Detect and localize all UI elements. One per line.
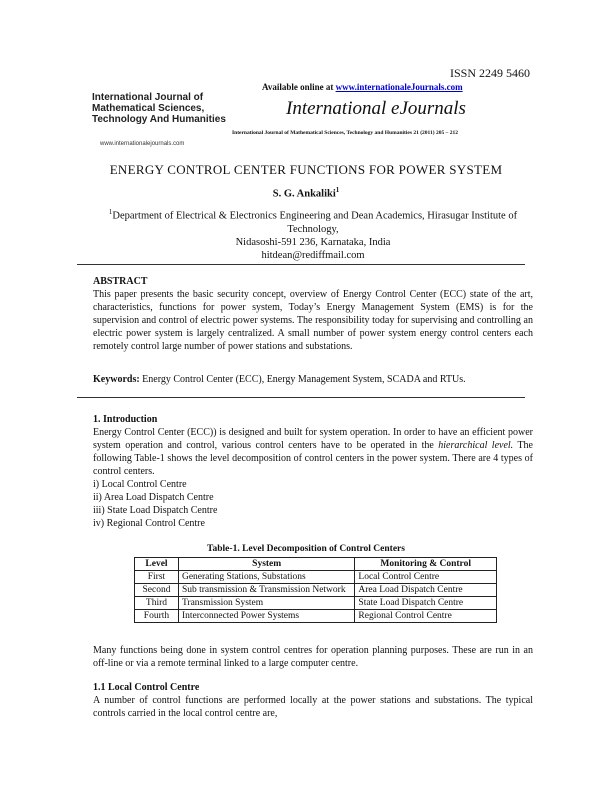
table-cell: Third bbox=[135, 597, 179, 610]
keywords-text: Energy Control Center (ECC), Energy Management System, SCADA and RTUs. bbox=[139, 374, 466, 385]
intro-text-part1: Energy Control Center (ECC)) is designed and built for system operation. In order to have an efficient power system operation and control, various control centers have to be operated in the bbox=[93, 427, 533, 451]
table-header-row bbox=[135, 558, 497, 571]
affiliation-email: hitdean@rediffmail.com bbox=[261, 249, 365, 261]
affiliation-line2: Nidasoshi-591 236, Karnataka, India bbox=[235, 236, 391, 248]
list-item: ii) Area Load Dispatch Centre bbox=[93, 492, 214, 503]
section-1-1-heading: 1.1 Local Control Centre bbox=[93, 682, 200, 693]
top-divider bbox=[77, 264, 525, 265]
author-name bbox=[0, 186, 612, 200]
table-cell: First bbox=[135, 571, 179, 584]
table-cell: Local Control Centre bbox=[355, 571, 497, 584]
table-header-cell: System bbox=[178, 558, 354, 571]
paper-title: ENERGY CONTROL CENTER FUNCTIONS FOR POWER SYSTEM bbox=[109, 162, 503, 177]
section-1-1-text: A number of control functions are performed locally at the power stations and substations. The typical controls carried in the local control centre are, bbox=[93, 695, 533, 719]
introduction-section bbox=[93, 413, 533, 478]
list-item: i) Local Control Centre bbox=[93, 479, 187, 490]
abstract-text: This paper presents the basic security concept, overview of Energy Control Center (ECC) state of the art, characteristics, functions for power system, Today’s Energy Management System (EMS) is for the supervision and control of electric power systems. The responsibility today for supervising and controlling an electric power system is largely centralized. A small number of power system energy control centers each remotely control large number of power stations and substations. bbox=[93, 289, 533, 352]
table-caption: Table-1. Level Decomposition of Control Centers bbox=[207, 544, 405, 554]
journal-website-link[interactable]: www.internationaleJournals.com bbox=[335, 82, 463, 92]
table-row bbox=[135, 571, 497, 584]
intro-text-italic: hierarchical level. bbox=[438, 440, 514, 451]
level-table bbox=[134, 557, 497, 623]
available-prefix: Available online at bbox=[262, 82, 336, 92]
intro-text-part2: The following Table-1 shows the level decomposition of control centers in the power system. There are 4 types of control centers. bbox=[93, 440, 533, 477]
intro-heading: 1. Introduction bbox=[93, 414, 158, 425]
table-row bbox=[135, 610, 497, 623]
issn-number: ISSN 2249 5460 bbox=[450, 66, 531, 80]
affil-superscript: 1 bbox=[108, 208, 113, 216]
table-cell: Interconnected Power Systems bbox=[178, 610, 354, 623]
list-item: iv) Regional Control Centre bbox=[93, 518, 205, 529]
abstract-heading: ABSTRACT bbox=[93, 276, 148, 287]
table-cell: Fourth bbox=[135, 610, 179, 623]
intro-text bbox=[93, 426, 533, 478]
table-cell: Transmission System bbox=[178, 597, 354, 610]
table-cell: Second bbox=[135, 584, 179, 597]
available-online bbox=[262, 82, 463, 92]
after-table-paragraph: Many functions being done in system control centres for operation planning purposes. These are run in an off-line or via a remote terminal linked to a large computer centre. bbox=[93, 645, 533, 669]
table-cell: Regional Control Centre bbox=[355, 610, 497, 623]
keywords-label: Keywords: bbox=[93, 374, 140, 385]
keywords bbox=[93, 374, 533, 385]
journal-logo-text: International Journal of Mathematical Sciences, Technology And Humanities bbox=[92, 92, 226, 125]
affiliation-line1 bbox=[93, 206, 533, 236]
section-1-1 bbox=[93, 681, 533, 720]
affiliation-department: Department of Electrical & Electronics Engineering and Dean Academics, Hirasugar Institute of Technology, bbox=[112, 210, 518, 235]
list-item: iii) State Load Dispatch Centre bbox=[93, 505, 218, 516]
journal-name: International eJournals bbox=[286, 98, 466, 119]
author-text: S. G. Ankaliki bbox=[272, 188, 336, 200]
table-cell: Generating Stations, Substations bbox=[178, 571, 354, 584]
affiliation bbox=[93, 206, 533, 262]
table-cell: State Load Dispatch Centre bbox=[355, 597, 497, 610]
author-superscript: 1 bbox=[335, 186, 340, 194]
table-cell: Sub transmission & Transmission Network bbox=[178, 584, 354, 597]
table-header-cell: Level bbox=[135, 558, 179, 571]
table-row bbox=[135, 597, 497, 610]
control-centre-list bbox=[93, 478, 217, 530]
table-cell: Area Load Dispatch Centre bbox=[355, 584, 497, 597]
table-row bbox=[135, 584, 497, 597]
abstract-section bbox=[93, 275, 533, 353]
journal-logo-url: www.internationalejournals.com bbox=[100, 141, 185, 147]
abstract-divider bbox=[77, 397, 525, 398]
table-header-cell: Monitoring & Control bbox=[355, 558, 497, 571]
journal-citation: International Journal of Mathematical Sciences, Technology and Humanities 21 (2011) 205 – 212 bbox=[232, 130, 458, 136]
